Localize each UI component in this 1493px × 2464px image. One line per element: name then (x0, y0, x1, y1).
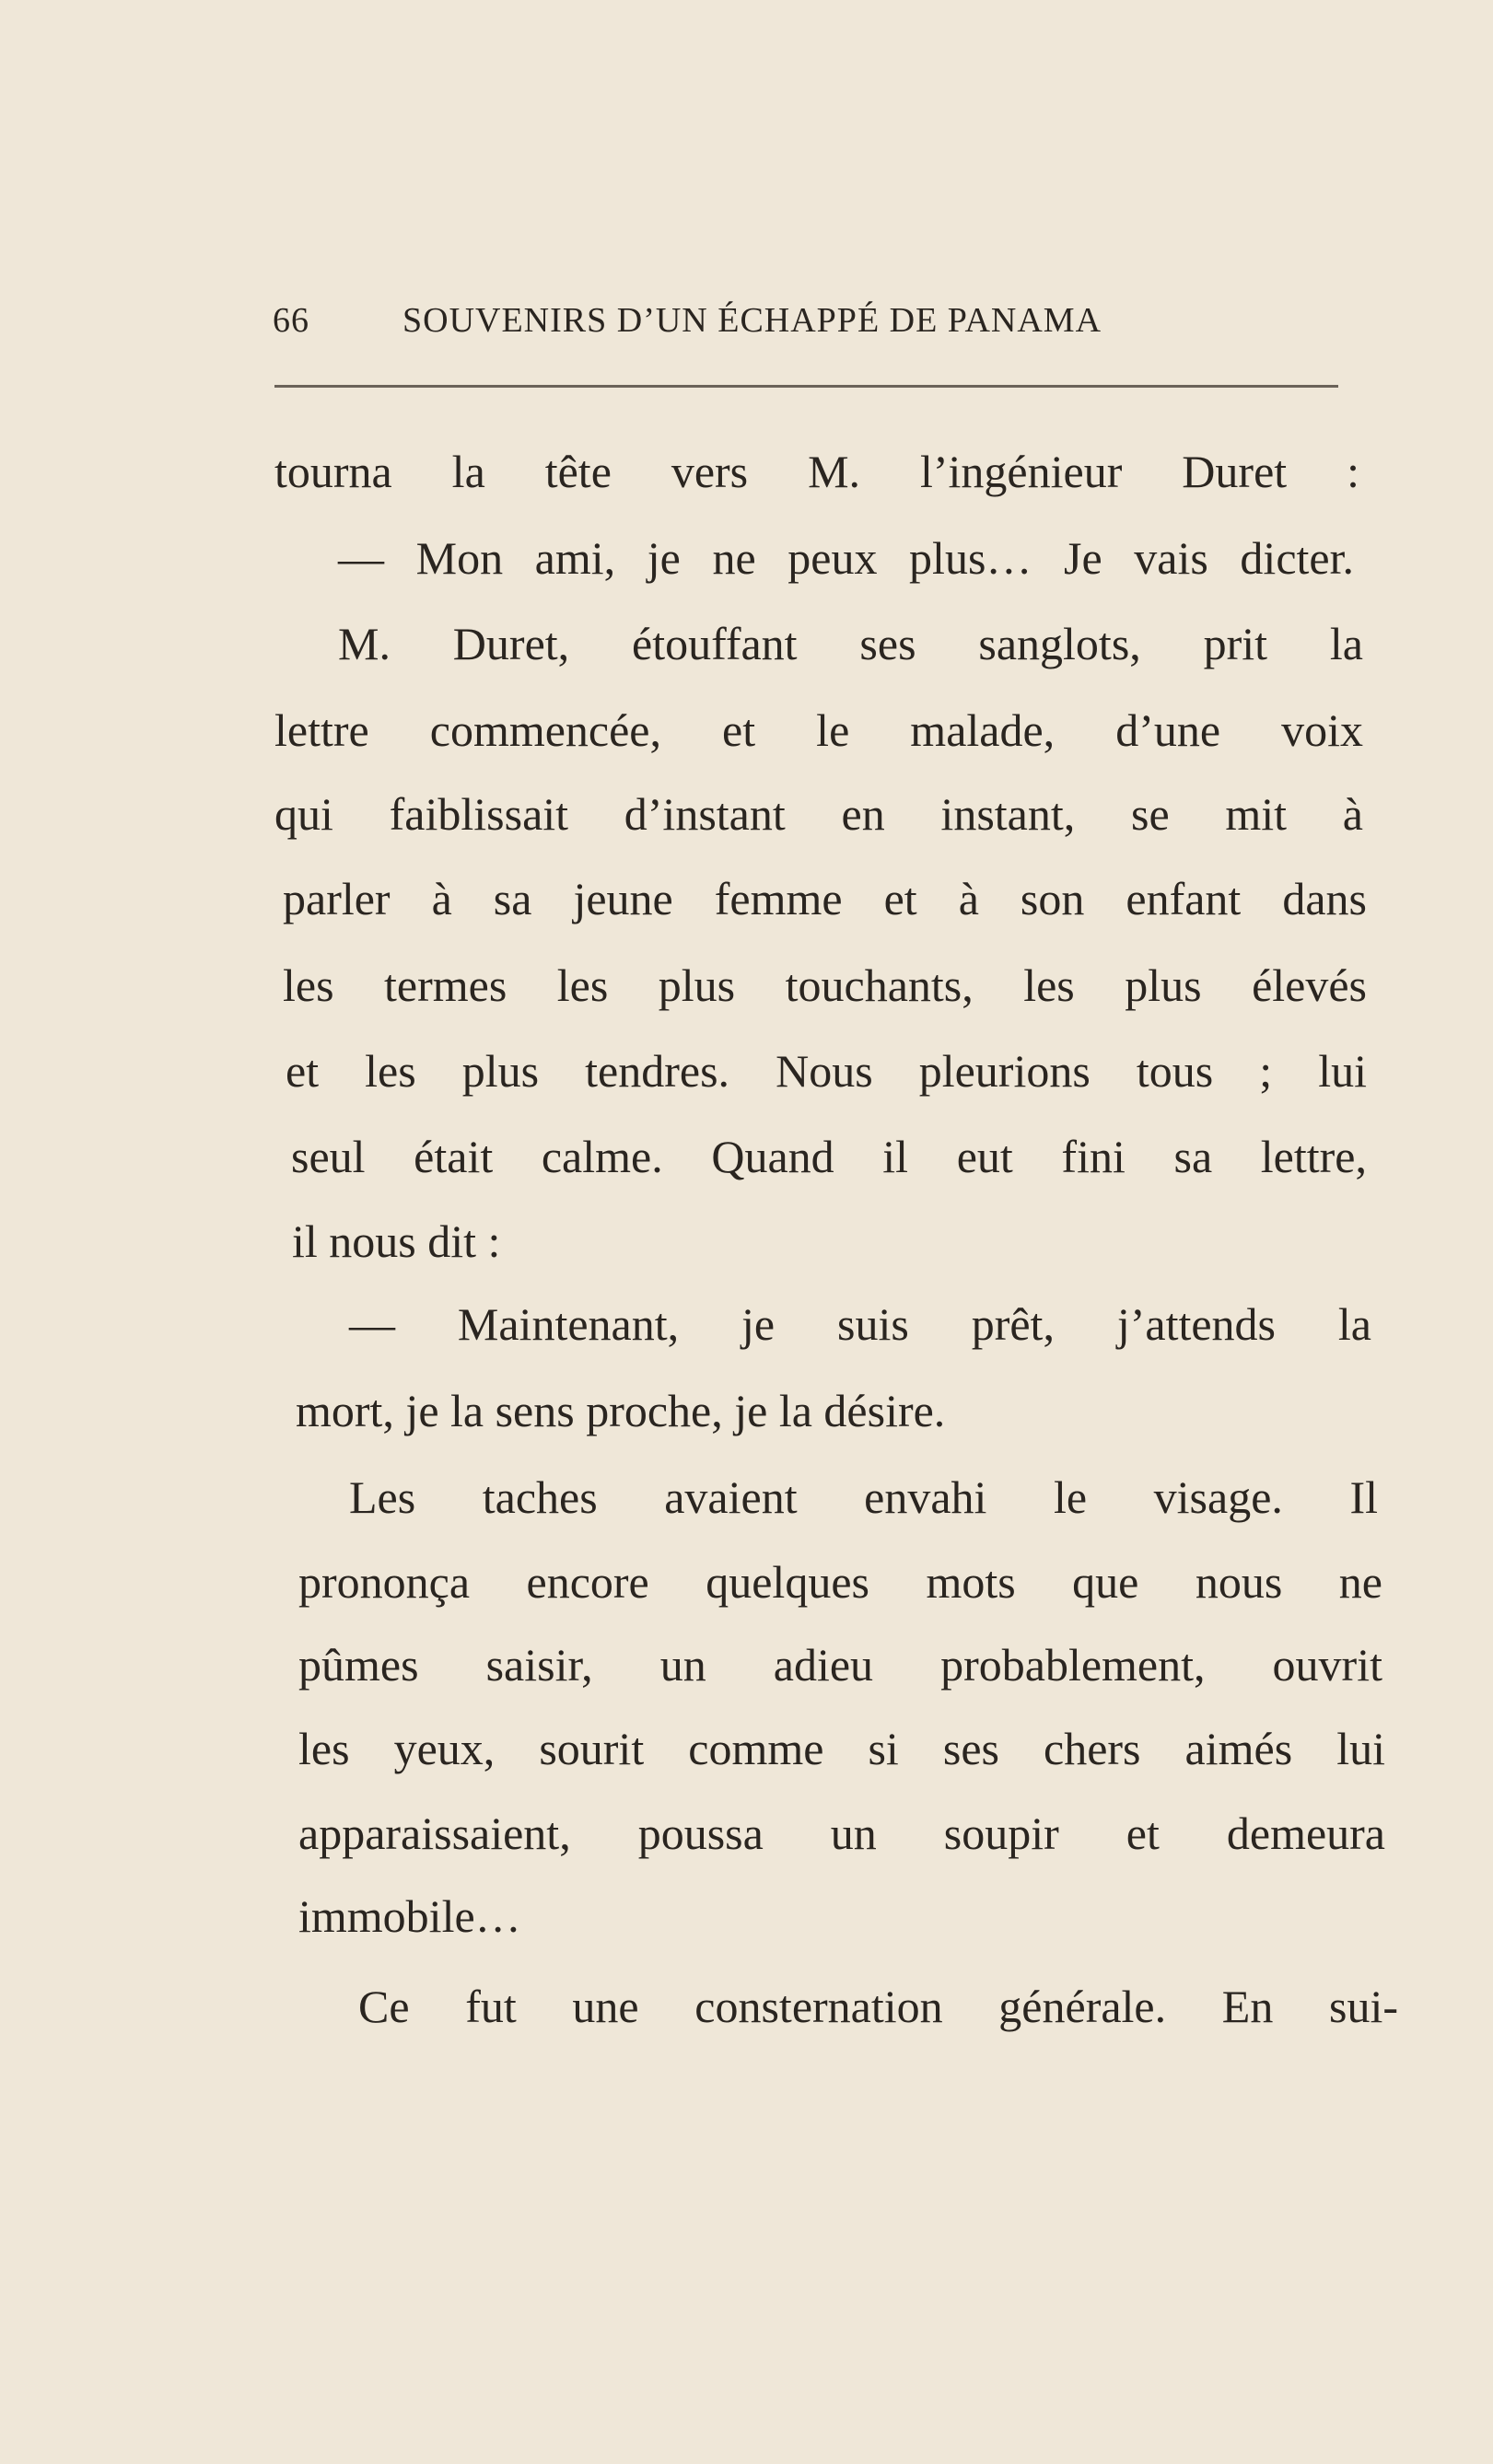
text-line: prononça encore quelques mots que nous ne (298, 1556, 1382, 1608)
text-line: Les taches avaient envahi le visage. Il (349, 1471, 1378, 1523)
text-line: les termes les plus touchants, les plus élevés (283, 959, 1367, 1011)
text-line: pûmes saisir, un adieu probablement, ouvrit (298, 1639, 1382, 1691)
running-title: SOUVENIRS D’UN ÉCHAPPÉ DE PANAMA (402, 301, 1102, 340)
text-line: Ce fut une consternation générale. En sui- (358, 1981, 1398, 2032)
text-line: M. Duret, étouffant ses sanglots, prit la (338, 618, 1363, 669)
text-line: tourna la tête vers M. l’ingénieur Duret : (274, 446, 1359, 497)
text-line: et les plus tendres. Nous pleurions tous ; lui (286, 1045, 1367, 1097)
text-line: parler à sa jeune femme et à son enfant dans (283, 873, 1367, 924)
header-rule (274, 385, 1338, 388)
text-line: il nous dit : (292, 1215, 501, 1267)
text-line: lettre commencée, et le malade, d’une voix (274, 704, 1363, 756)
text-line: seul était calme. Quand il eut fini sa lettre, (291, 1131, 1367, 1182)
text-line: immobile… (298, 1890, 521, 1942)
page-number: 66 (273, 301, 309, 340)
text-line: — Maintenant, je suis prêt, j’attends la (349, 1298, 1371, 1350)
text-line: — Mon ami, je ne peux plus… Je vais dicter. (338, 532, 1354, 584)
text-line: apparaissaient, poussa un soupir et demeura (298, 1807, 1385, 1859)
text-line: les yeux, sourit comme si ses chers aimés lui (298, 1723, 1385, 1774)
text-line: mort, je la sens proche, je la désire. (296, 1385, 946, 1436)
text-line: qui faiblissait d’instant en instant, se mit à (274, 788, 1363, 840)
